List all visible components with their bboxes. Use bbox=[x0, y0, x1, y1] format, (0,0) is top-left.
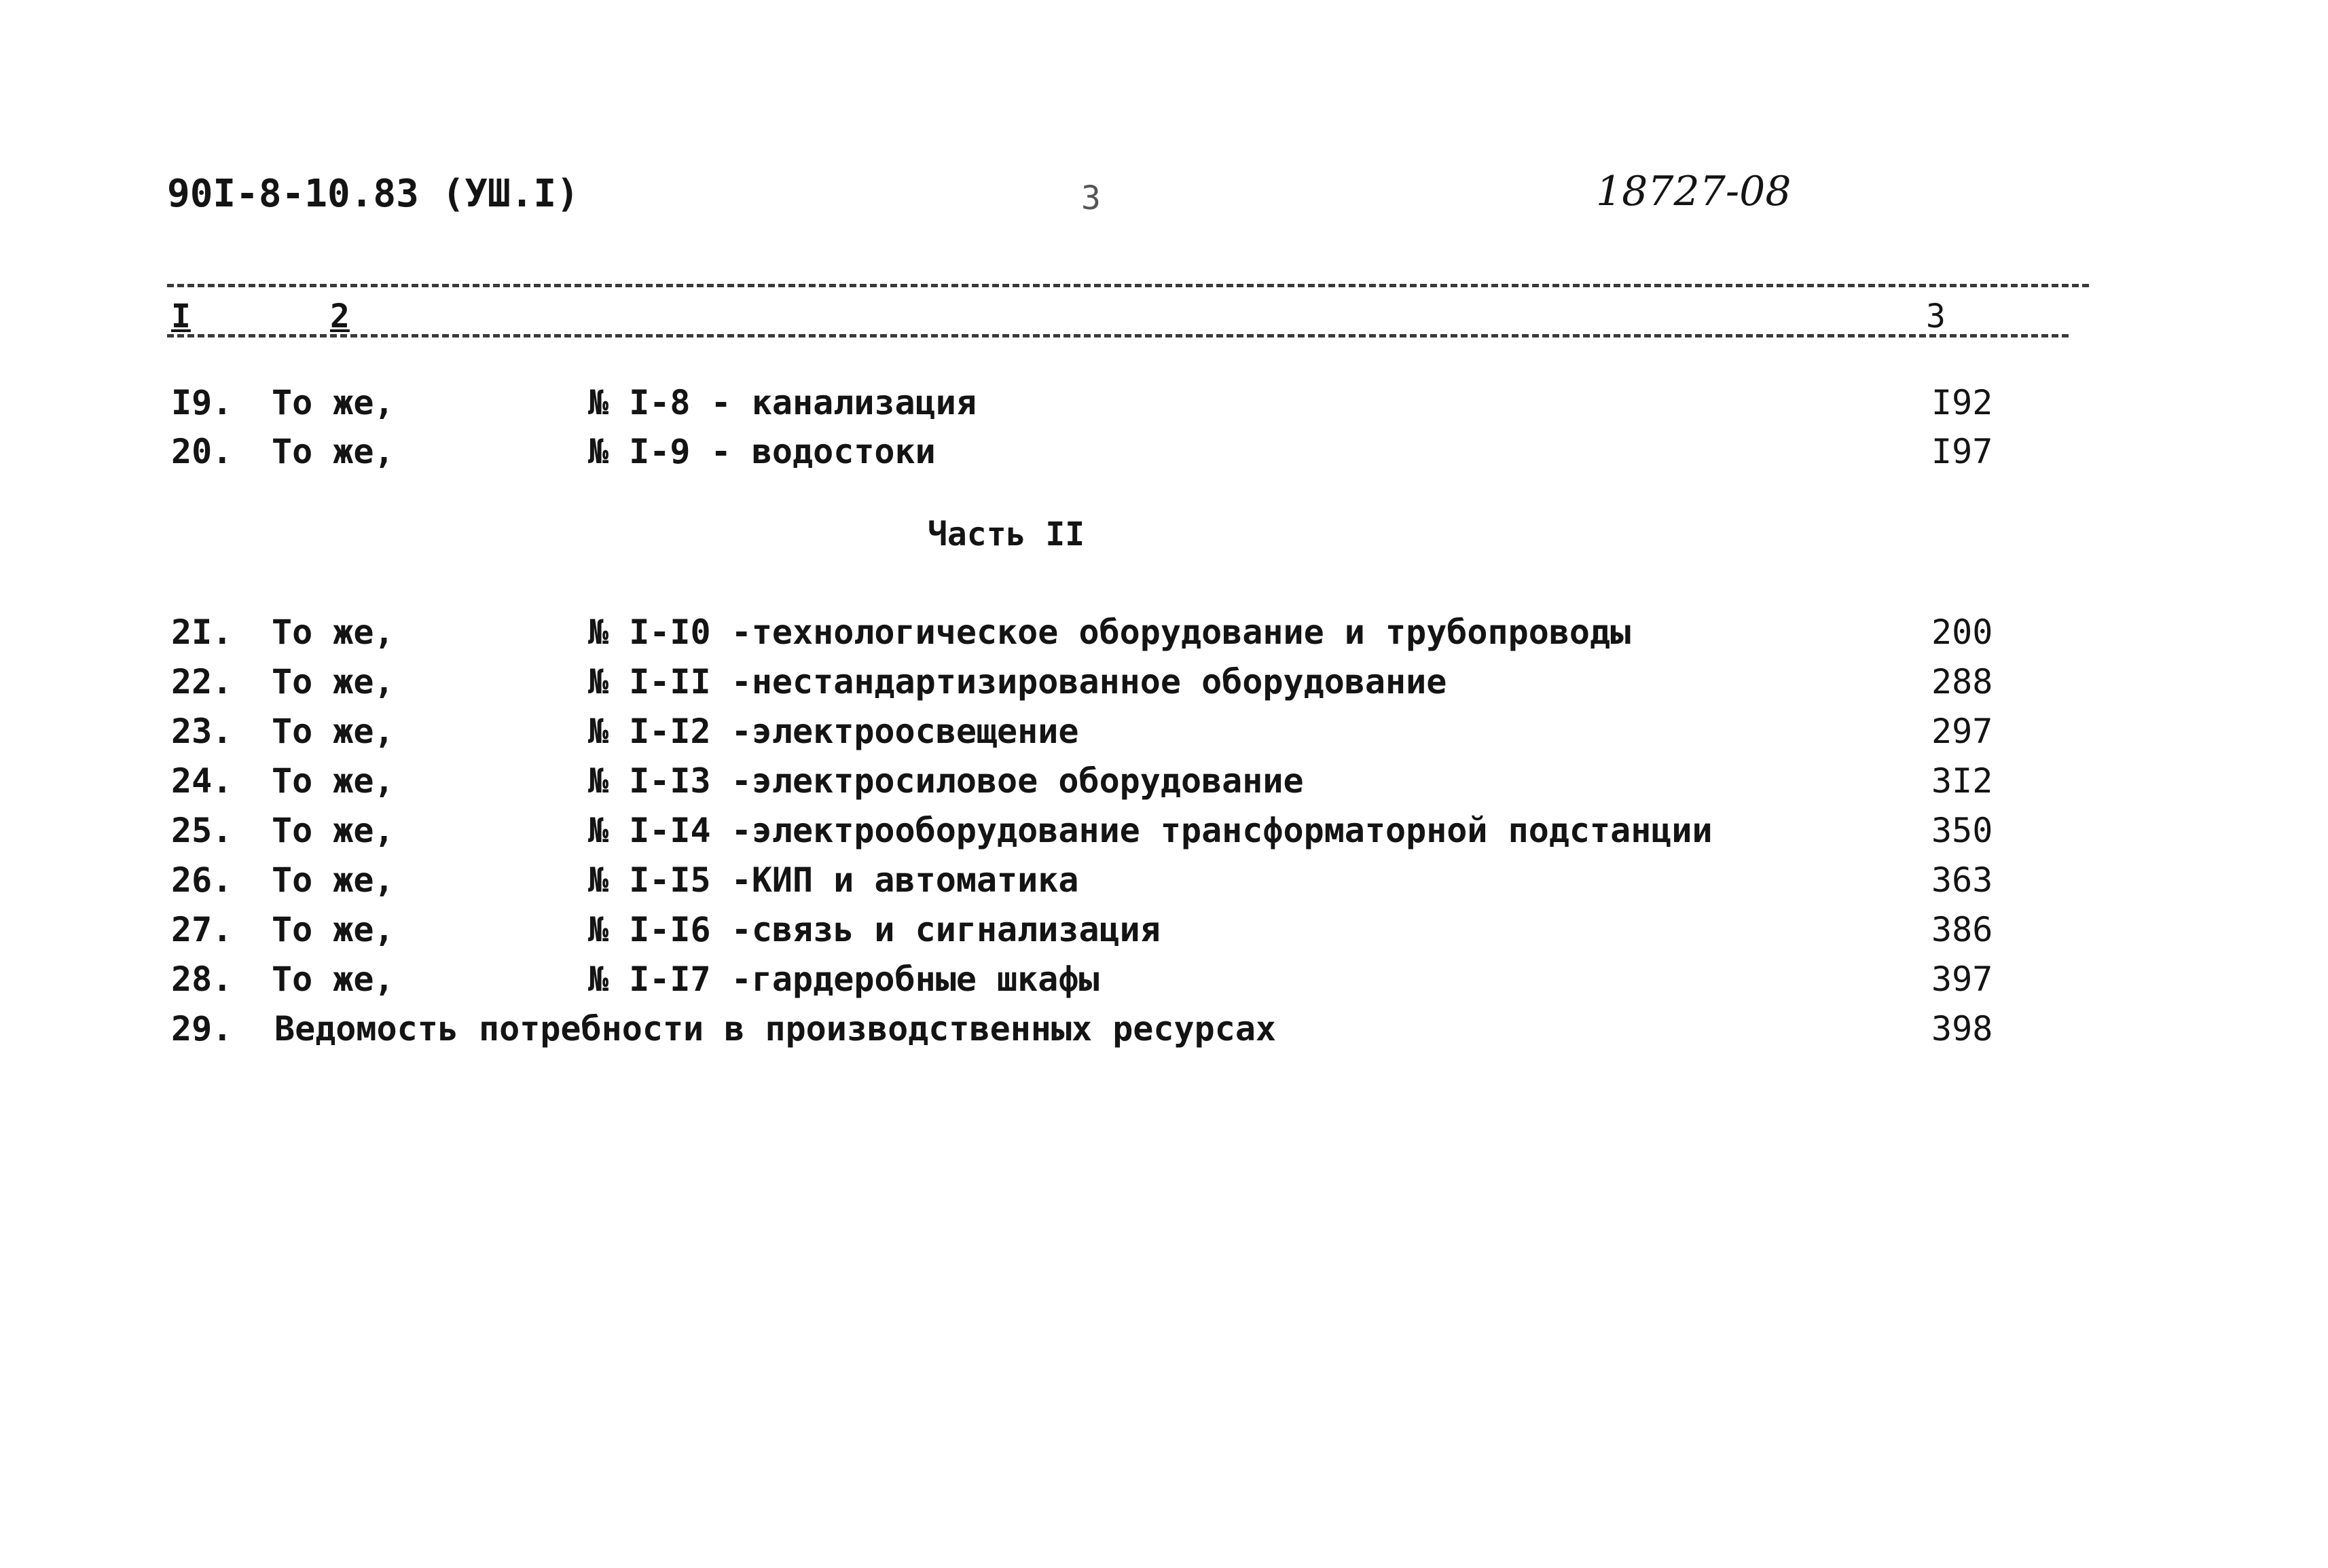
row-reference: № I-I0 -технологическое оборудование и трубопроводы bbox=[588, 613, 1631, 652]
table-row bbox=[0, 428, 2328, 475]
row-page: 386 bbox=[1931, 910, 1993, 949]
row-description: Ведомость потребности в производственных ресурсах bbox=[274, 1009, 1277, 1049]
table-row bbox=[0, 658, 2328, 706]
row-number: 27. bbox=[171, 910, 233, 949]
row-reference: № I-I5 -КИП и автоматика bbox=[588, 860, 1079, 900]
row-reference: № I-8 - канализация bbox=[588, 383, 977, 422]
column-number-2: 2 bbox=[330, 297, 350, 335]
row-reference: № I-9 - водостоки bbox=[588, 432, 936, 471]
row-reference: № I-I3 -электросиловое оборудование bbox=[588, 761, 1304, 801]
row-number: 28. bbox=[171, 960, 233, 999]
row-page: 397 bbox=[1931, 960, 1993, 999]
row-page: 3I2 bbox=[1931, 761, 1993, 801]
document-code: 90I-8-10.83 (УШ.I) bbox=[167, 172, 579, 216]
row-reference: № I-I4 -электрооборудование трансформаторной подстанции bbox=[588, 811, 1713, 850]
page-number: 3 bbox=[1081, 179, 1101, 217]
table-row bbox=[0, 906, 2328, 953]
column-number-1: I bbox=[171, 297, 191, 335]
row-number: 2I. bbox=[171, 613, 233, 652]
section-title: Часть II bbox=[928, 515, 1085, 553]
row-label: То же, bbox=[272, 960, 395, 999]
row-reference: № I-II -нестандартизированное оборудование bbox=[588, 662, 1447, 701]
row-label: То же, bbox=[272, 432, 395, 471]
row-page: I97 bbox=[1931, 432, 1993, 471]
table-row bbox=[0, 608, 2328, 656]
row-page: 297 bbox=[1931, 712, 1993, 751]
row-label: То же, bbox=[272, 662, 395, 701]
row-reference: № I-I2 -электроосвещение bbox=[588, 712, 1079, 751]
row-page: 288 bbox=[1931, 662, 1993, 701]
row-label: То же, bbox=[272, 910, 395, 949]
row-number: 26. bbox=[171, 860, 233, 900]
row-page: 200 bbox=[1931, 613, 1993, 652]
inventory-number: 18727-08 bbox=[1596, 168, 1792, 215]
row-number: 24. bbox=[171, 761, 233, 801]
row-number: 22. bbox=[171, 662, 233, 701]
row-number: 23. bbox=[171, 712, 233, 751]
row-label: То же, bbox=[272, 613, 395, 652]
row-label: То же, bbox=[272, 811, 395, 850]
table-header-bottom-rule bbox=[167, 334, 2069, 338]
table-row bbox=[0, 1005, 2328, 1053]
table-row bbox=[0, 379, 2328, 426]
row-reference: № I-I7 -гардеробные шкафы bbox=[588, 960, 1099, 999]
table-row bbox=[0, 757, 2328, 805]
row-page: 363 bbox=[1931, 860, 1993, 900]
row-page: 350 bbox=[1931, 811, 1993, 850]
table-row bbox=[0, 955, 2328, 1003]
table-row bbox=[0, 708, 2328, 755]
row-page: I92 bbox=[1931, 383, 1993, 422]
row-number: 25. bbox=[171, 811, 233, 850]
row-number: 20. bbox=[171, 432, 233, 471]
row-label: То же, bbox=[272, 712, 395, 751]
column-number-3: 3 bbox=[1926, 297, 1946, 335]
row-label: То же, bbox=[272, 383, 395, 422]
row-reference: № I-I6 -связь и сигнализация bbox=[588, 910, 1161, 949]
row-page: 398 bbox=[1931, 1009, 1993, 1049]
row-label: То же, bbox=[272, 761, 395, 801]
row-number: 29. bbox=[171, 1009, 233, 1049]
row-number: I9. bbox=[171, 383, 233, 422]
table-row bbox=[0, 807, 2328, 854]
table-row bbox=[0, 856, 2328, 904]
table-header-top-rule bbox=[167, 284, 2089, 287]
row-label: То же, bbox=[272, 860, 395, 900]
